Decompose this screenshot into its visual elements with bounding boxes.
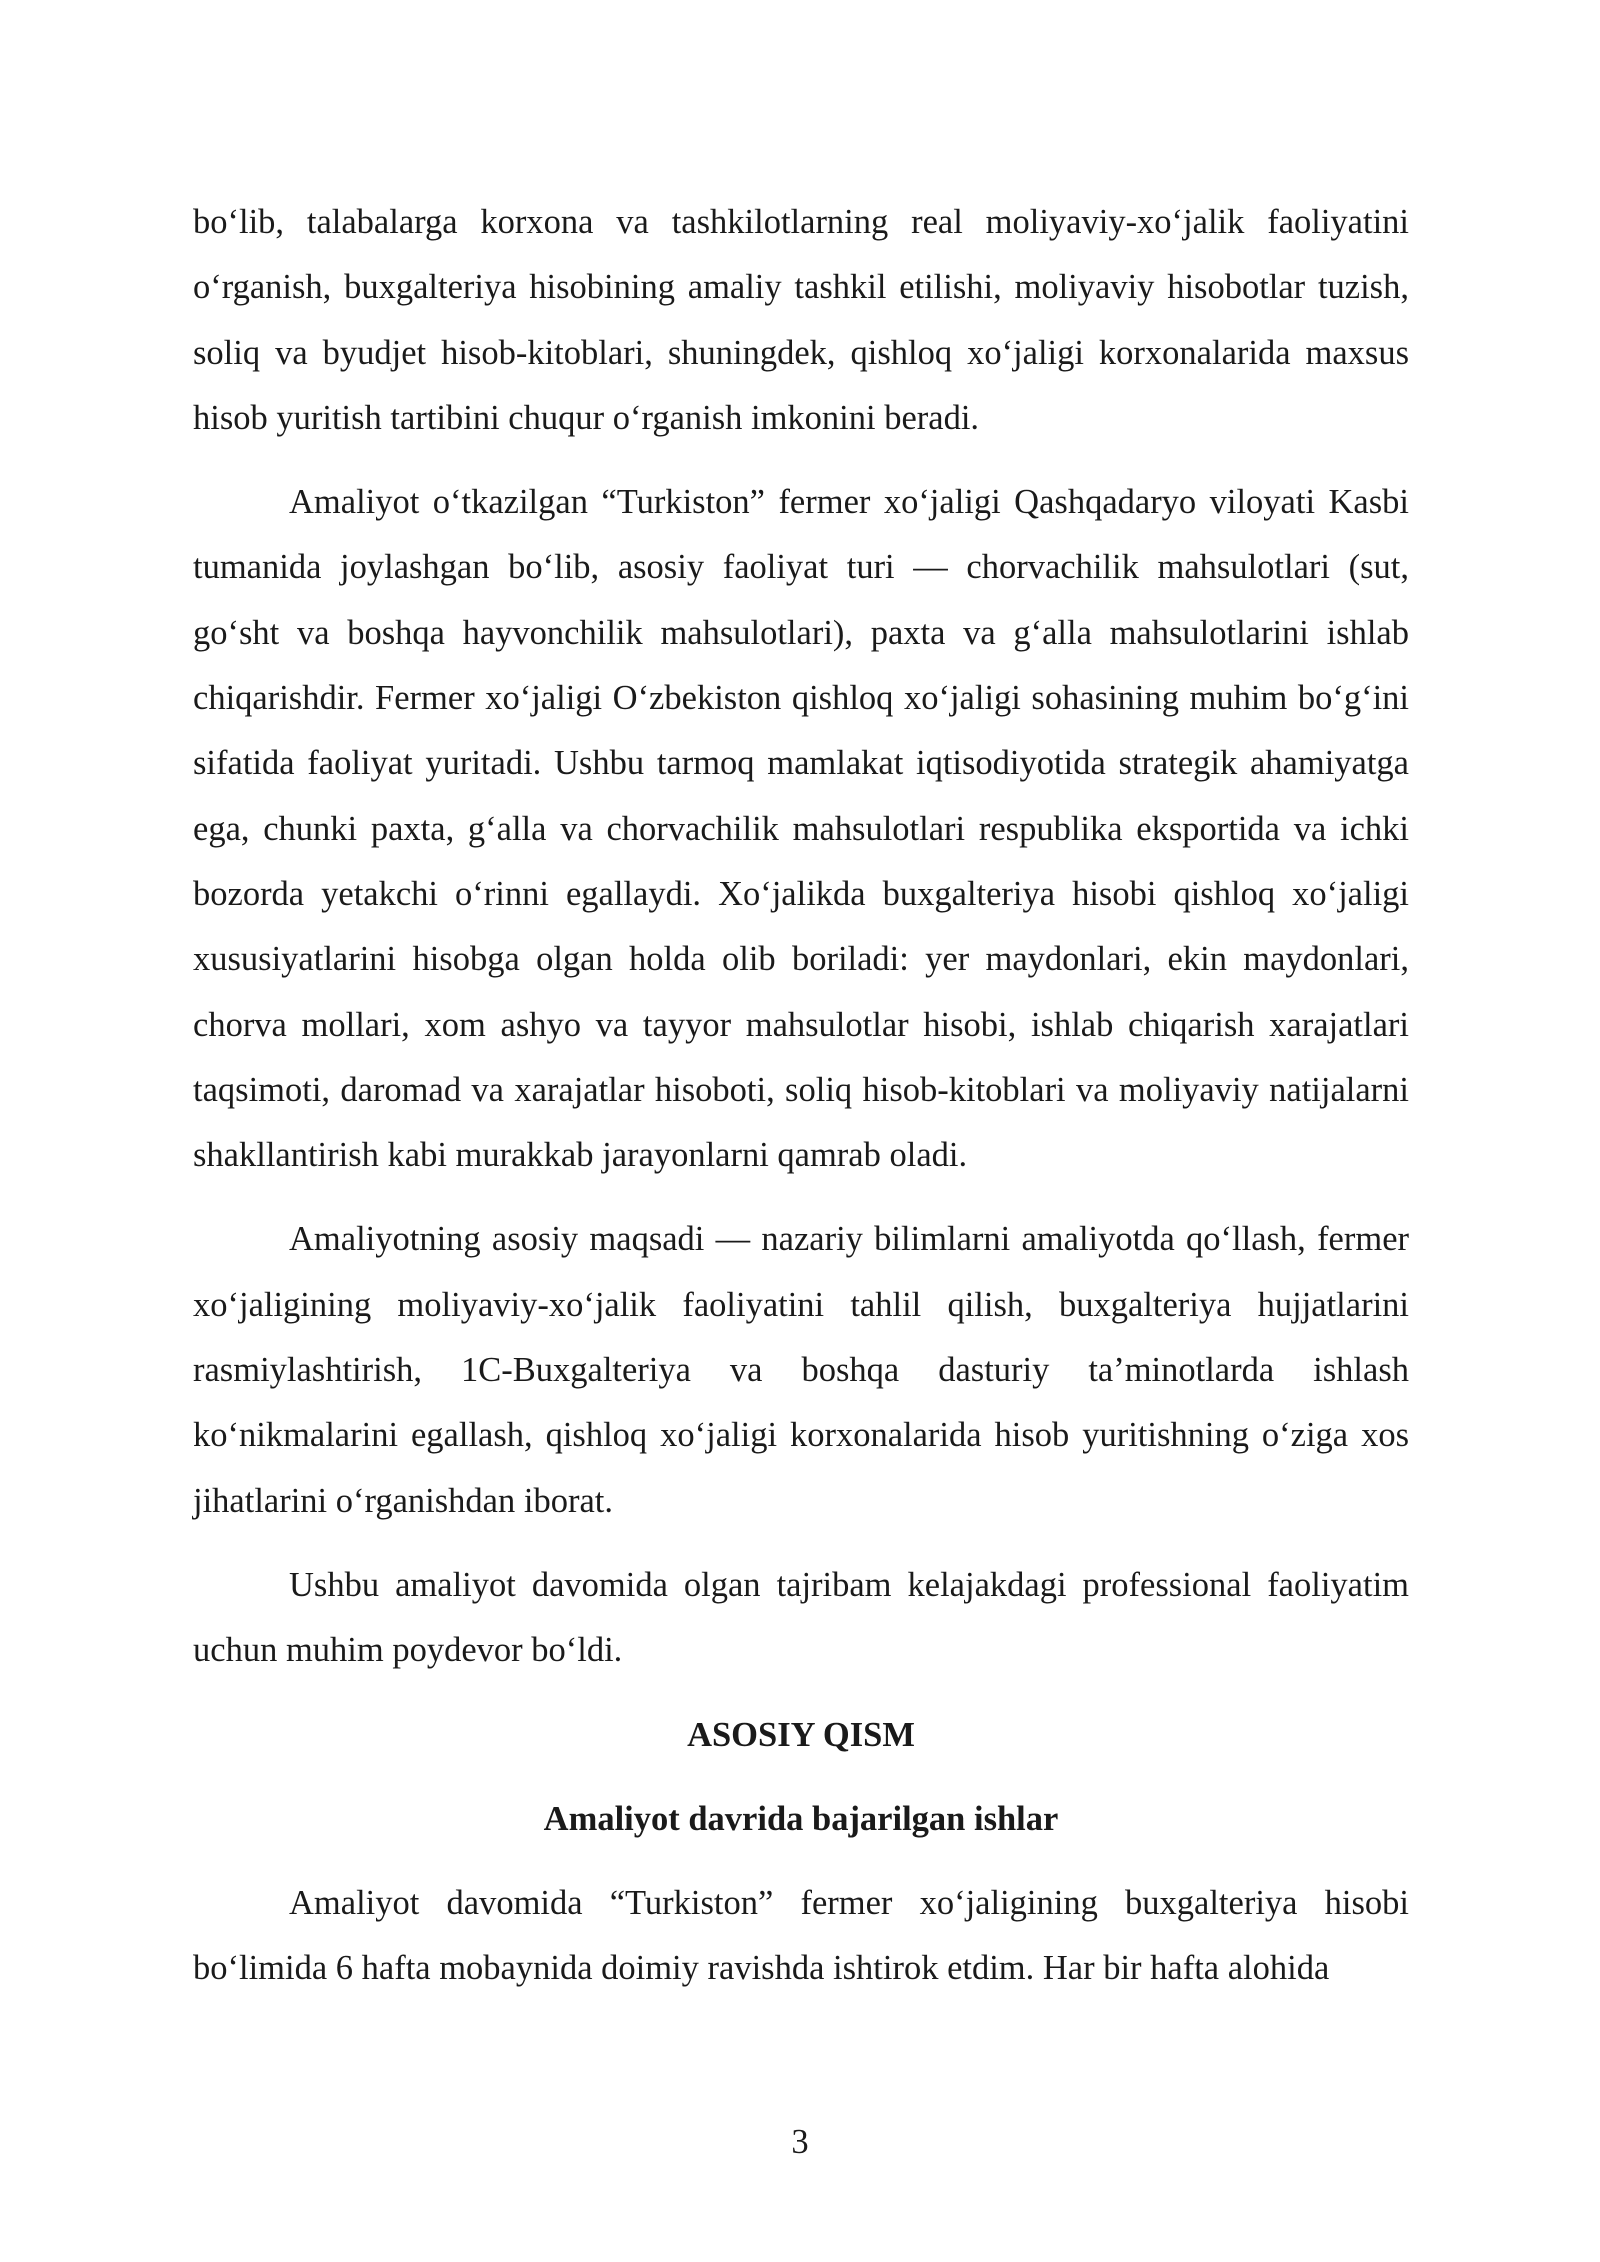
- paragraph-farm-description: Amaliyot o‘tkazilgan “Turkiston” fermer xo‘jaligi Qashqadaryo viloyati Kasbi tumanida joylashgan bo‘lib, asosiy faoliyat turi — chorvachilik mahsulotlari (sut, go‘sht va boshqa hayvonchilik mahsulotlari), paxta va g‘alla mahsulotlarini ishlab chiqarishdir. Fermer xo‘jaligi O‘zbekiston qishloq xo‘jaligi sohasining muhim bo‘g‘ini sifatida faoliyat yuritadi. Ushbu tarmoq mamlakat iqtisodiyotida strategik ahamiyatga ega, chunki paxta, g‘alla va chorvachilik mahsulotlari respublika eksportida va ichki bozorda yetakchi o‘rinni egallaydi. Xo‘jalikda buxgalteriya hisobi qishloq xo‘jaligi xususiyatlarini hisobga olgan holda olib boriladi: yer maydonlari, ekin maydonlari, chorva mollari, xom ashyo va tayyor mahsulotlar hisobi, ishlab chiqarish xarajatlari taqsimoti, daromad va xarajatlar hisoboti, soliq hisob-kitoblari va moliyaviy natijalarni shakllantirish kabi murakkab jarayonlarni qamrab oladi.: [193, 483, 1409, 1175]
- paragraph-works-done: Amaliyot davomida “Turkiston” fermer xo‘jaligining buxgalteriya hisobi bo‘limida 6 hafta mobaynida doimiy ravishda ishtirok etdim. Har bir hafta alohida: [193, 1884, 1409, 1988]
- section-heading: ASOSIY QISM: [687, 1715, 915, 1754]
- page-number: 3: [791, 2123, 809, 2161]
- paragraph-practice-goal: Amaliyotning asosiy maqsadi — nazariy bilimlarni amaliyotda qo‘llash, fermer xo‘jaligining moliyaviy-xo‘jalik faoliyatini tahlil qilish, buxgalteriya hujjatlarini rasmiylashtirish, 1C-Buxgalteriya va boshqa dasturiy ta’minotlarda ishlash ko‘nikmalarini egallash, qishloq xo‘jaligi korxonalarida hisob yuritishning o‘ziga xos jihatlarini o‘rganishdan iborat.: [193, 1220, 1409, 1520]
- subsection-heading: Amaliyot davrida bajarilgan ishlar: [543, 1799, 1059, 1838]
- paragraph-continuation: bo‘lib, talabalarga korxona va tashkilotlarning real moliyaviy-xo‘jalik faoliyatini o‘rganish, buxgalteriya hisobining amaliy tashkil etilishi, moliyaviy hisobotlar tuzish, soliq va byudjet hisob-kitoblari, shuningdek, qishloq xo‘jaligi korxonalarida maxsus hisob yuritish tartibini chuqur o‘rganish imkonini beradi.: [193, 203, 1409, 437]
- paragraph-experience: Ushbu amaliyot davomida olgan tajribam kelajakdagi professional faoliyatim uchun muhim poydevor bo‘ldi.: [193, 1565, 1409, 1670]
- page-body: [193, 190, 1409, 2021]
